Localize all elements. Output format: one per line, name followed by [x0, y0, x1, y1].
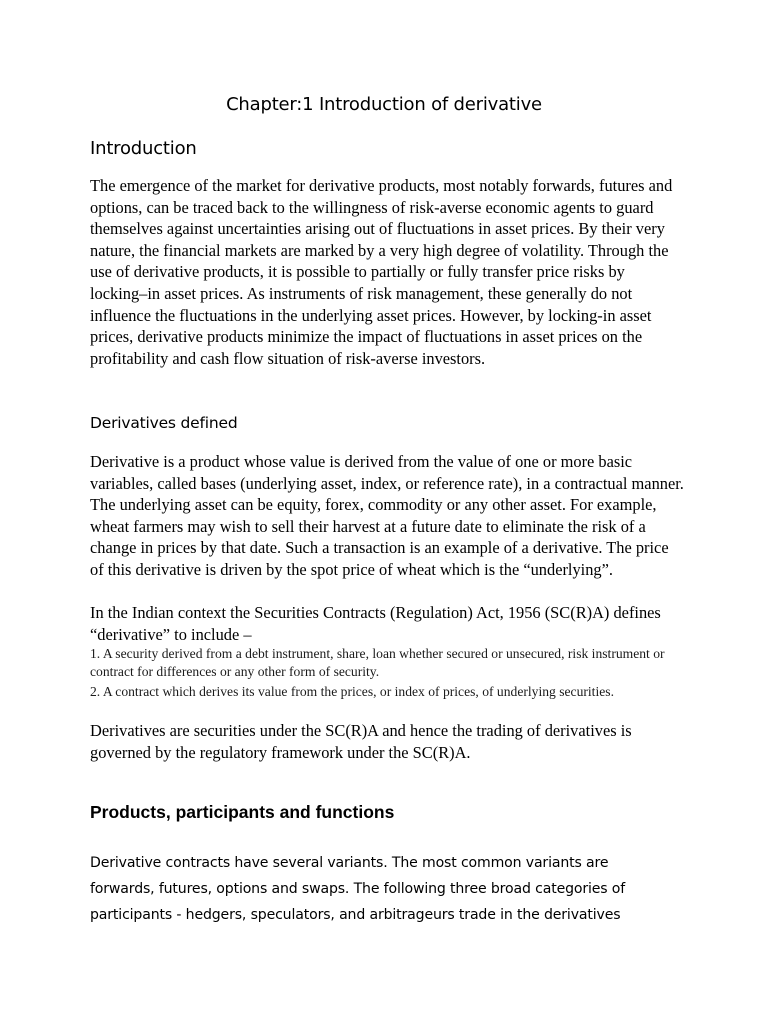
introduction-paragraph: The emergence of the market for derivative products, most notably forwards, futures and options, can be traced back to the willingness of risk-averse economic agents to guard themselves against uncertainties arising out of fluctuations in asset prices. By their very nature, the financial markets are marked by a very high degree of volatility. Through the use of derivative products, it is possible to partially or fully transfer price risks by locking–in asset prices. As instruments of risk management, these generally do not influence the fluctuations in the underlying asset prices. However, by locking-in asset prices, derivative products minimize the impact of fluctuations in asset prices on the profitability and cash flow situation of risk-averse investors. — [90, 176, 673, 368]
chapter-title: Chapter:1 Introduction of derivative — [226, 94, 542, 115]
derivative-definition-paragraph: Derivative is a product whose value is derived from the value of one or more basic variables, called bases (underlying asset, index, or reference rate), in a contractual manner. The underlying asset can be equity, forex, commodity or any other asset. For example, wheat farmers may wish to sell their harvest at a future date to eliminate the risk of a change in prices by that date. Such a transaction is an example of a derivative. The price of this derivative is driven by the spot price of wheat which is the “underlying”. — [90, 452, 684, 579]
products-paragraph: Derivative contracts have several variants. The most common variants are forwards, futures, options and swaps. The following three broad categories of participants - hedgers, speculators, and arbitrageurs trade in the derivatives — [90, 855, 626, 923]
list-item: 2. A contract which derives its value from the prices, or index of prices, of underlying securities. — [90, 684, 614, 699]
definition-list-item-1 — [90, 645, 680, 681]
list-item: 1. A security derived from a debt instrument, share, loan whether secured or unsecured, risk instrument or contract for differences or any other form of security. — [90, 646, 665, 679]
introduction-heading: Introduction — [90, 138, 197, 159]
regulatory-paragraph: Derivatives are securities under the SC(R)A and hence the trading of derivatives is governed by the regulatory framework under the SC(R)A. — [90, 721, 632, 762]
products-heading: Products, participants and functions — [90, 802, 395, 822]
derivatives-defined-heading: Derivatives defined — [90, 414, 238, 432]
definition-list-item-2 — [90, 683, 680, 701]
indian-context-paragraph: In the Indian context the Securities Contracts (Regulation) Act, 1956 (SC(R)A) defines “derivative” to include – — [90, 603, 661, 644]
